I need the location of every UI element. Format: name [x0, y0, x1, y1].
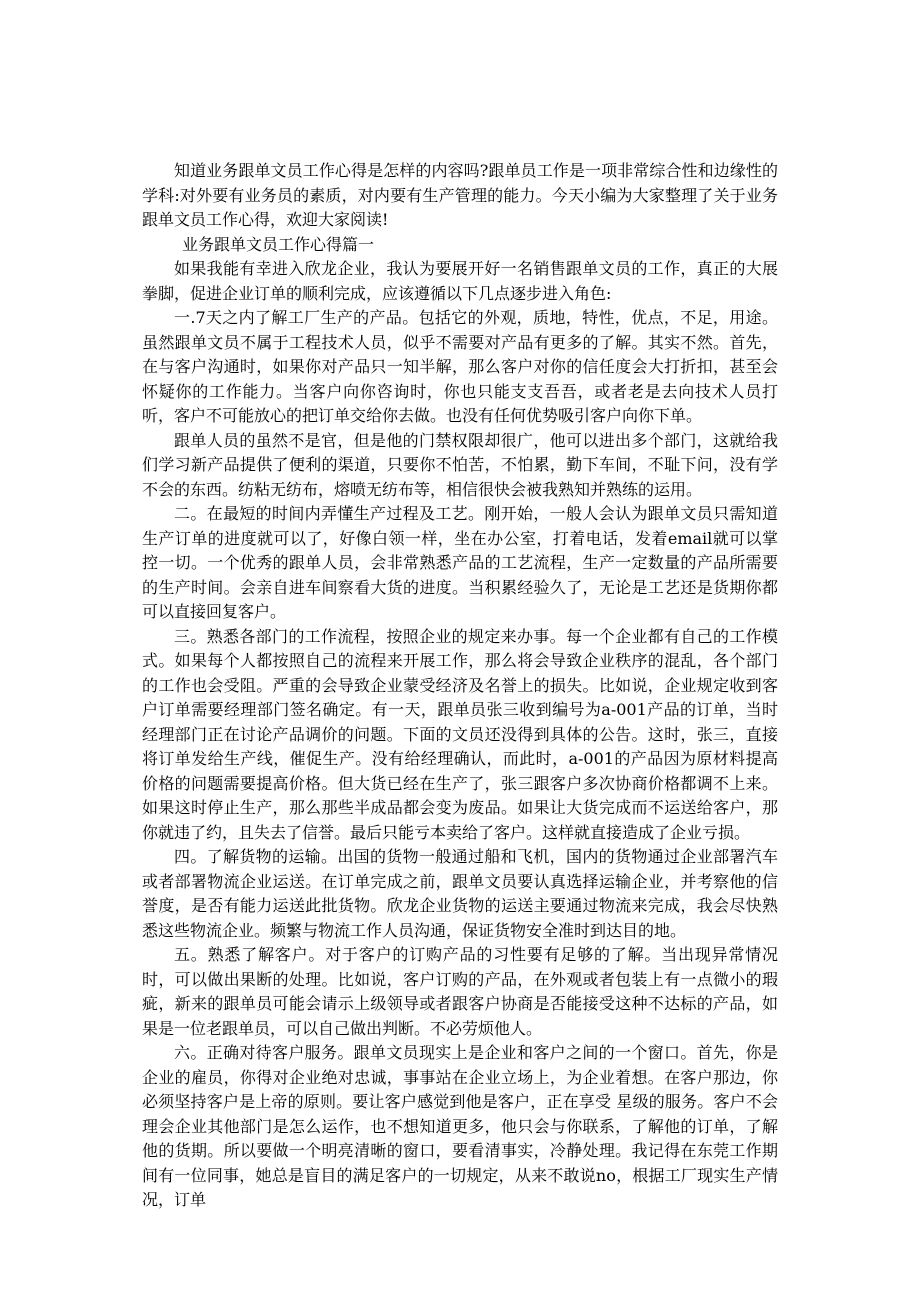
- body-paragraph: 四。了解货物的运输。出国的货物一般通过船和飞机，国内的货物通过企业部署汽车或者部署物流企业运送。在订单完成之前，跟单文员要认真选择运输企业，并考察他的信誉度，是否有能力运送此批货物。欣龙企业货物的运送主要通过物流来完成，我会尽快熟悉这些物流企业。频繁与物流工作人员沟通，保证货物安全准时到达目的地。: [142, 847, 778, 940]
- body-paragraph: 二。在最短的时间内弄懂生产过程及工艺。刚开始，一般人会认为跟单文员只需知道生产订单的进度就可以了，好像白领一样，坐在办公室，打着电话，发着email就可以掌控一切。一个优秀的跟单人员，会非常熟悉产品的工艺流程，生产一定数量的产品所需要的生产时间。会亲自进车间察看大货的进度。当积累经验久了，无论是工艺还是货期你都可以直接回复客户。: [142, 504, 778, 621]
- body-paragraph: 一.7天之内了解工厂生产的产品。包括它的外观，质地，特性，优点，不足，用途。虽然跟单文员不属于工程技术人员，似乎不需要对产品有更多的了解。其实不然。首先，在与客户沟通时，如果你对产品只一知半解，那么客户对你的信任度会大打折扣，甚至会怀疑你的工作能力。当客户向你咨询时，你也只能支支吾吾，或者老是去向技术人员打听，客户不可能放心的把订单交给你去做。也没有任何优势吸引客户向你下单。: [142, 308, 778, 425]
- body-paragraph: 三。熟悉各部门的工作流程，按照企业的规定来办事。每一个企业都有自己的工作模式。如果每个人都按照自己的流程来开展工作，那么将会导致企业秩序的混乱，各个部门的工作也会受阻。严重的会导致企业蒙受经济及名誉上的损失。比如说，企业规定收到客户订单需要经理部门签名确定。有一天，跟单员张三收到编号为a-001产品的订单，当时经理部门正在讨论产品调价的问题。下面的文员还没得到具体的公告。这时，张三，直接将订单发给生产线，催促生产。没有给经理确认，而此时，a-001的产品因为原材料提高价格的问题需要提高价格。但大货已经在生产了，张三跟客户多次协商价格都调不上来。如果这时停止生产，那么那些半成品都会变为废品。如果让大货完成而不运送给客户，那你就违了约，且失去了信誉。最后只能亏本卖给了客户。这样就直接造成了企业亏损。: [142, 626, 778, 842]
- body-paragraph: 六。正确对待客户服务。跟单文员现实上是企业和客户之间的一个窗口。首先，你是企业的雇员，你得对企业绝对忠诚，事事站在企业立场上，为企业着想。在客户那边，你必须坚持客户是上帝的原则。要让客户感觉到他是客户，正在享受 星级的服务。客户不会理会企业其他部门是怎么运作，也不想知道更多，他只会与你联系，了解他的订单，了解他的货期。所以要做一个明亮清晰的窗口，要看清事实，冷静处理。我记得在东莞工作期间有一位同事，她总是盲目的满足客户的一切规定，从来不敢说no，根据工厂现实生产情况，订单: [142, 1043, 778, 1209]
- body-paragraph: 跟单人员的虽然不是官，但是他的门禁权限却很广，他可以进出多个部门，这就给我们学习新产品提供了便利的渠道，只要你不怕苦，不怕累，勤下车间，不耻下问，没有学不会的东西。纺粘无纺布，熔喷无纺布等，相信很快会被我熟知并熟练的运用。: [142, 430, 778, 499]
- section-heading: 业务跟单文员工作心得篇一: [182, 234, 375, 254]
- document-body: [142, 159, 778, 1213]
- body-paragraph: 五。熟悉了解客户。对于客户的订购产品的习性要有足够的了解。当出现异常情况时，可以做出果断的处理。比如说，客户订购的产品，在外观或者包装上有一点微小的瑕疵，新来的跟单员可能会请示上级领导或者跟客户协商是否能接受这种不达标的产品，如果是一位老跟单员，可以自己做出判断。不必劳烦他人。: [142, 945, 778, 1038]
- body-paragraph: 如果我能有幸进入欣龙企业，我认为要展开好一名销售跟单文员的工作，真正的大展拳脚，促进企业订单的顺利完成，应该遵循以下几点逐步进入角色:: [142, 259, 778, 303]
- intro-paragraph: 知道业务跟单文员工作心得是怎样的内容吗?跟单员工作是一项非常综合性和边缘性的学科:对外要有业务员的素质，对内要有生产管理的能力。今天小编为大家整理了关于业务跟单文员工作心得，欢迎大家阅读!: [142, 161, 778, 229]
